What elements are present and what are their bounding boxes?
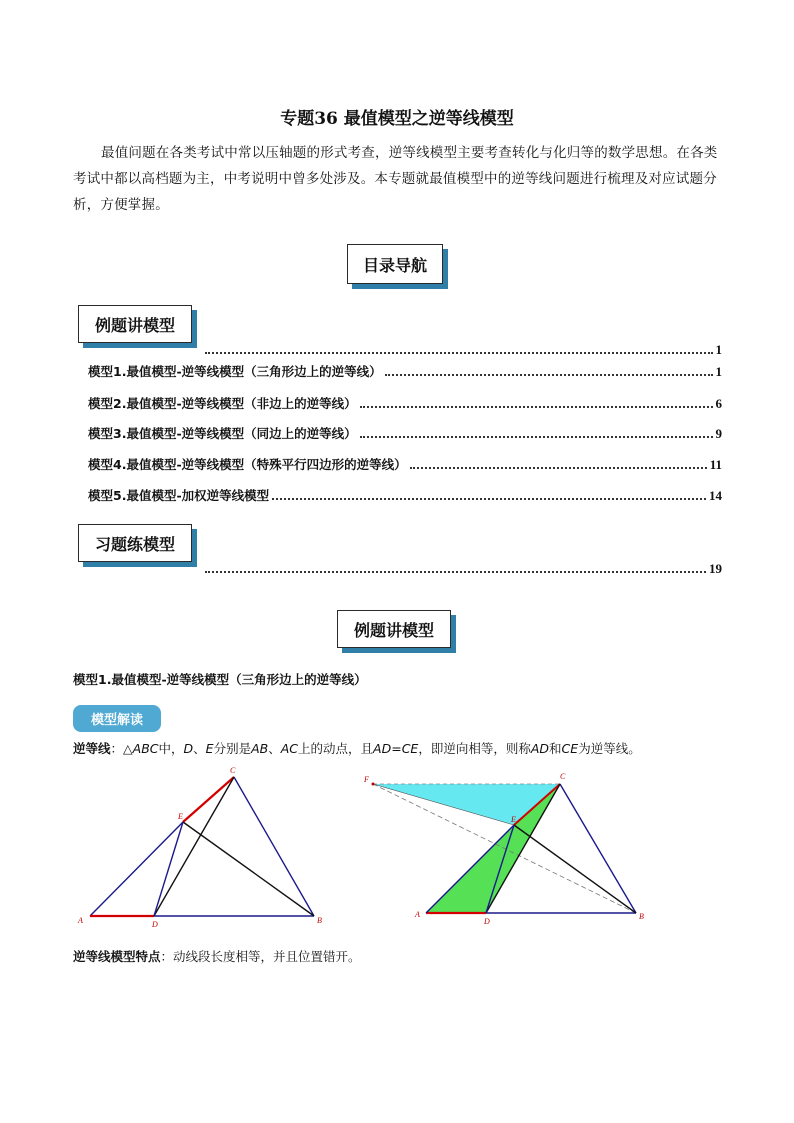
label-f: F <box>364 775 369 784</box>
toc-page: 11 <box>709 457 722 472</box>
toc-section2-entry[interactable] <box>205 559 722 577</box>
toc-item-label: 模型1.最值模型-逆等线模型（三角形边上的逆等线） <box>88 364 382 379</box>
def-part: E <box>205 741 214 756</box>
toc-page: 9 <box>715 426 722 441</box>
toc-section2-box[interactable] <box>78 524 192 562</box>
segment-cb <box>234 777 314 916</box>
toc-section1-box[interactable] <box>78 305 192 343</box>
point-f <box>372 783 375 786</box>
def-part: AC <box>280 741 299 756</box>
intro-paragraph: 最值问题在各类考试中常以压轴题的形式考查，逆等线模型主要考查转化与化归等的数学思想。在各类考试中都以高档题为主，中考说明中曾多处涉及。本专题就最值模型中的逆等线问题进行梳理及对应试题分析，方便掌握。 <box>73 145 718 213</box>
toc-item-label: 模型3.最值模型-逆等线模型（同边上的逆等线） <box>88 426 357 441</box>
toc-page: 6 <box>715 396 722 411</box>
pill-label: 模型解读 <box>90 713 143 728</box>
segment-eb <box>183 822 314 916</box>
toc-leader <box>410 467 707 469</box>
feature-line <box>73 947 361 965</box>
segment-cb <box>560 784 636 913</box>
toc-section1-entry[interactable] <box>205 340 722 358</box>
def-part: 和 <box>549 741 562 756</box>
toc-leader <box>272 498 706 500</box>
label-c: C <box>560 772 566 781</box>
toc-item-3[interactable] <box>88 424 722 442</box>
toc-header-box <box>347 244 443 284</box>
toc-leader <box>385 374 713 376</box>
toc-section1-label: 例题讲模型 <box>94 315 175 335</box>
toc-leader <box>360 436 713 438</box>
def-part: AB <box>251 741 269 756</box>
toc-page: 1 <box>715 364 722 379</box>
label-a: A <box>78 916 83 925</box>
toc-item-label: 模型4.最值模型-逆等线模型（特殊平行四边形的逆等线） <box>88 457 407 472</box>
def-part: 上的动点，且 <box>298 741 374 756</box>
label-d: D <box>152 920 158 929</box>
toc-page: 19 <box>709 561 722 576</box>
toc-leader <box>205 571 706 573</box>
def-part: 、 <box>193 741 206 756</box>
toc-item-label: 模型2.最值模型-逆等线模型（非边上的逆等线） <box>88 396 357 411</box>
toc-item-1[interactable] <box>88 362 722 380</box>
label-c: C <box>230 766 236 775</box>
def-part: 中， <box>158 741 184 756</box>
figure-right <box>358 770 658 930</box>
def-part: ，即逆向相等，则称 <box>418 741 531 756</box>
feature-term: 逆等线模型特点 <box>73 949 161 964</box>
def-part: ABC <box>132 741 159 756</box>
section-box <box>337 610 451 648</box>
toc-item-2[interactable] <box>88 394 722 412</box>
label-e: E <box>511 815 516 824</box>
toc-section2-label: 习题练模型 <box>94 534 175 554</box>
toc-page: 1 <box>715 342 722 357</box>
label-d: D <box>484 917 490 926</box>
feature-text: ：动线段长度相等，并且位置错开。 <box>160 949 361 964</box>
def-part: 分别是 <box>213 741 252 756</box>
label-b: B <box>317 916 322 925</box>
section-box-label: 例题讲模型 <box>353 620 434 640</box>
label-e: E <box>178 812 183 821</box>
def-part: AD <box>530 741 550 756</box>
page-title: 专题36 最值模型之逆等线模型 <box>280 109 514 129</box>
toc-item-label: 模型5.最值模型-加权逆等线模型 <box>88 488 270 503</box>
label-b: B <box>639 912 644 921</box>
definition-term: 逆等线 <box>73 741 111 756</box>
toc-leader <box>205 352 713 354</box>
toc-page: 14 <box>709 488 722 503</box>
def-part: 为逆等线。 <box>578 741 641 756</box>
segment-eb <box>514 825 636 913</box>
label-a: A <box>415 910 420 919</box>
toc-item-4[interactable] <box>88 455 722 473</box>
figure-left <box>70 765 330 930</box>
def-part: ：△ <box>110 741 133 756</box>
model-explain-pill <box>73 705 161 732</box>
model-heading: 模型1.最值模型-逆等线模型（三角形边上的逆等线） <box>73 672 367 687</box>
def-part: CE <box>561 741 579 756</box>
toc-header: 目录导航 <box>362 255 427 275</box>
def-part: D <box>183 741 194 756</box>
def-part: AD=CE <box>373 741 419 756</box>
toc-leader <box>360 406 713 408</box>
definition-line <box>73 739 641 757</box>
segment-cd <box>154 777 234 916</box>
segment-ec-red <box>183 777 234 822</box>
toc-item-5[interactable] <box>88 486 722 504</box>
def-part: 、 <box>268 741 281 756</box>
